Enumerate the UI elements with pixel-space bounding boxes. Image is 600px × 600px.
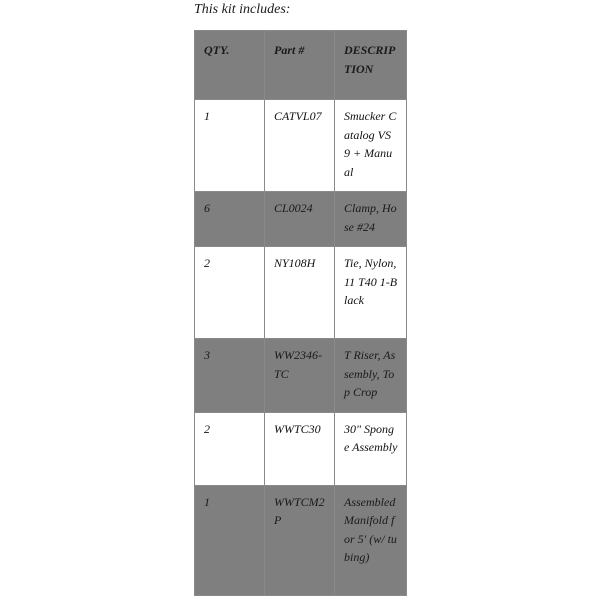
table-row <box>195 247 407 339</box>
header-description: DESCRIPTION <box>335 31 407 100</box>
table-row <box>195 412 407 485</box>
part-number-cell: WW2346-TC <box>265 339 335 413</box>
header-part-number: Part # <box>265 31 335 100</box>
table-row <box>195 485 407 595</box>
description-cell: T Riser, Assembly, Top Crop <box>335 339 407 413</box>
part-number-cell: WWTCM2P <box>265 485 335 595</box>
qty-cell: 6 <box>195 192 265 247</box>
description-cell: 30" Sponge Assembly <box>335 412 407 485</box>
part-number-cell: CL0024 <box>265 192 335 247</box>
qty-cell: 1 <box>195 100 265 192</box>
qty-cell: 2 <box>195 412 265 485</box>
table-header-row <box>195 31 407 100</box>
description-cell: Tie, Nylon, 11 T40 1-Black <box>335 247 407 339</box>
qty-cell: 2 <box>195 247 265 339</box>
table-row <box>195 100 407 192</box>
part-number-cell: NY108H <box>265 247 335 339</box>
table-row <box>195 339 407 413</box>
qty-cell: 1 <box>195 485 265 595</box>
kit-contents-table <box>194 30 407 596</box>
part-number-cell: WWTC30 <box>265 412 335 485</box>
intro-text: This kit includes: <box>194 2 291 17</box>
description-cell: Clamp, Hose #24 <box>335 192 407 247</box>
description-cell: Assembled Manifold for 5' (w/ tubing) <box>335 485 407 595</box>
qty-cell: 3 <box>195 339 265 413</box>
header-qty: QTY. <box>195 31 265 100</box>
description-cell: Smucker Catalog VS 9 + Manual <box>335 100 407 192</box>
table-row <box>195 192 407 247</box>
part-number-cell: CATVL07 <box>265 100 335 192</box>
